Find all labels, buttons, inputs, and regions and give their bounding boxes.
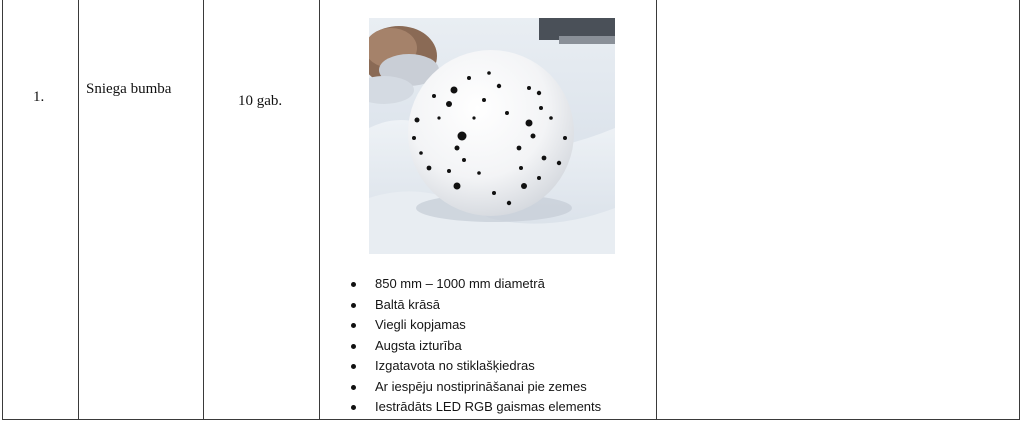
feature-text: Baltā krāsā bbox=[375, 296, 441, 312]
feature-text: Iestrādāts LED RGB gaismas elements bbox=[375, 399, 602, 414]
table-border-left bbox=[2, 0, 3, 420]
table-border-right bbox=[1019, 0, 1020, 420]
column-divider bbox=[656, 0, 657, 420]
bullet-icon bbox=[351, 303, 356, 308]
column-divider bbox=[78, 0, 79, 420]
feature-text: Viegli kopjamas bbox=[375, 317, 466, 332]
bullet-icon bbox=[351, 282, 356, 287]
feature-list bbox=[345, 274, 601, 418]
list-item bbox=[345, 356, 601, 377]
bullet-icon bbox=[351, 405, 356, 410]
list-item bbox=[345, 315, 601, 336]
column-divider bbox=[203, 0, 204, 420]
list-item bbox=[345, 336, 601, 357]
list-item bbox=[345, 377, 601, 398]
bullet-icon bbox=[351, 385, 356, 390]
snowball-lamp-photo bbox=[369, 18, 615, 254]
bullet-icon bbox=[351, 344, 356, 349]
bullet-icon bbox=[351, 323, 356, 328]
feature-text: Ar iespēju nostiprināšanai pie zemes bbox=[375, 378, 587, 394]
item-name: Sniega bumba bbox=[86, 81, 172, 97]
list-item bbox=[345, 295, 601, 316]
table-border-bottom bbox=[2, 419, 1020, 420]
feature-text: Augsta izturība bbox=[375, 337, 462, 353]
feature-text: Izgatavota no stiklašķiedras bbox=[375, 358, 535, 373]
row-number: 1. bbox=[33, 89, 45, 105]
list-item bbox=[345, 274, 601, 295]
item-quantity: 10 gab. bbox=[238, 93, 283, 109]
list-item bbox=[345, 397, 601, 418]
feature-text: 850 mm – 1000 mm diametrā bbox=[375, 276, 545, 291]
bullet-icon bbox=[351, 364, 356, 369]
column-divider bbox=[319, 0, 320, 420]
